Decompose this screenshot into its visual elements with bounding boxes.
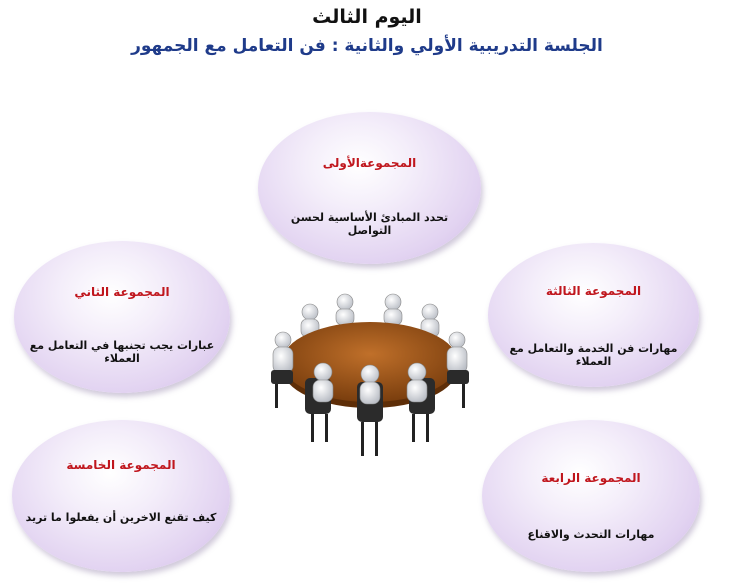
group-5-title: المجموعة الخامسة [66, 458, 176, 472]
group-5-text: كيف تقنع الاخرين أن يفعلوا ما تريد [25, 511, 217, 524]
group-3-text: مهارات فن الخدمة والتعامل مع العملاء [509, 342, 678, 368]
group-3-title: المجموعة الثالثة [545, 284, 642, 298]
group-1-text: تحدد المبادئ الأساسية لحسن التواصل [290, 211, 449, 237]
group-5-bubble [12, 420, 230, 572]
group-4-title: المجموعة الرابعة [541, 471, 641, 485]
round-table-meeting-illustration [265, 290, 475, 475]
group-1-bubble [258, 112, 481, 264]
group-2-title: المجموعة الثاني [74, 285, 170, 299]
group-1-title: المجموعةالأولى [322, 156, 417, 170]
group-3-bubble [488, 243, 699, 387]
front-figures [305, 363, 435, 456]
group-2-text: عبارات يجب تجنبها في التعامل مع العملاء [29, 339, 215, 365]
group-2-bubble [14, 241, 230, 393]
group-4-text: مهارات التحدث والاقناع [527, 528, 655, 541]
session-title: الجلسة التدريبية الأولي والثانية : فن التعامل مع الجمهور [131, 36, 603, 56]
group-4-bubble [482, 420, 700, 572]
day-title: اليوم الثالث [312, 6, 422, 28]
